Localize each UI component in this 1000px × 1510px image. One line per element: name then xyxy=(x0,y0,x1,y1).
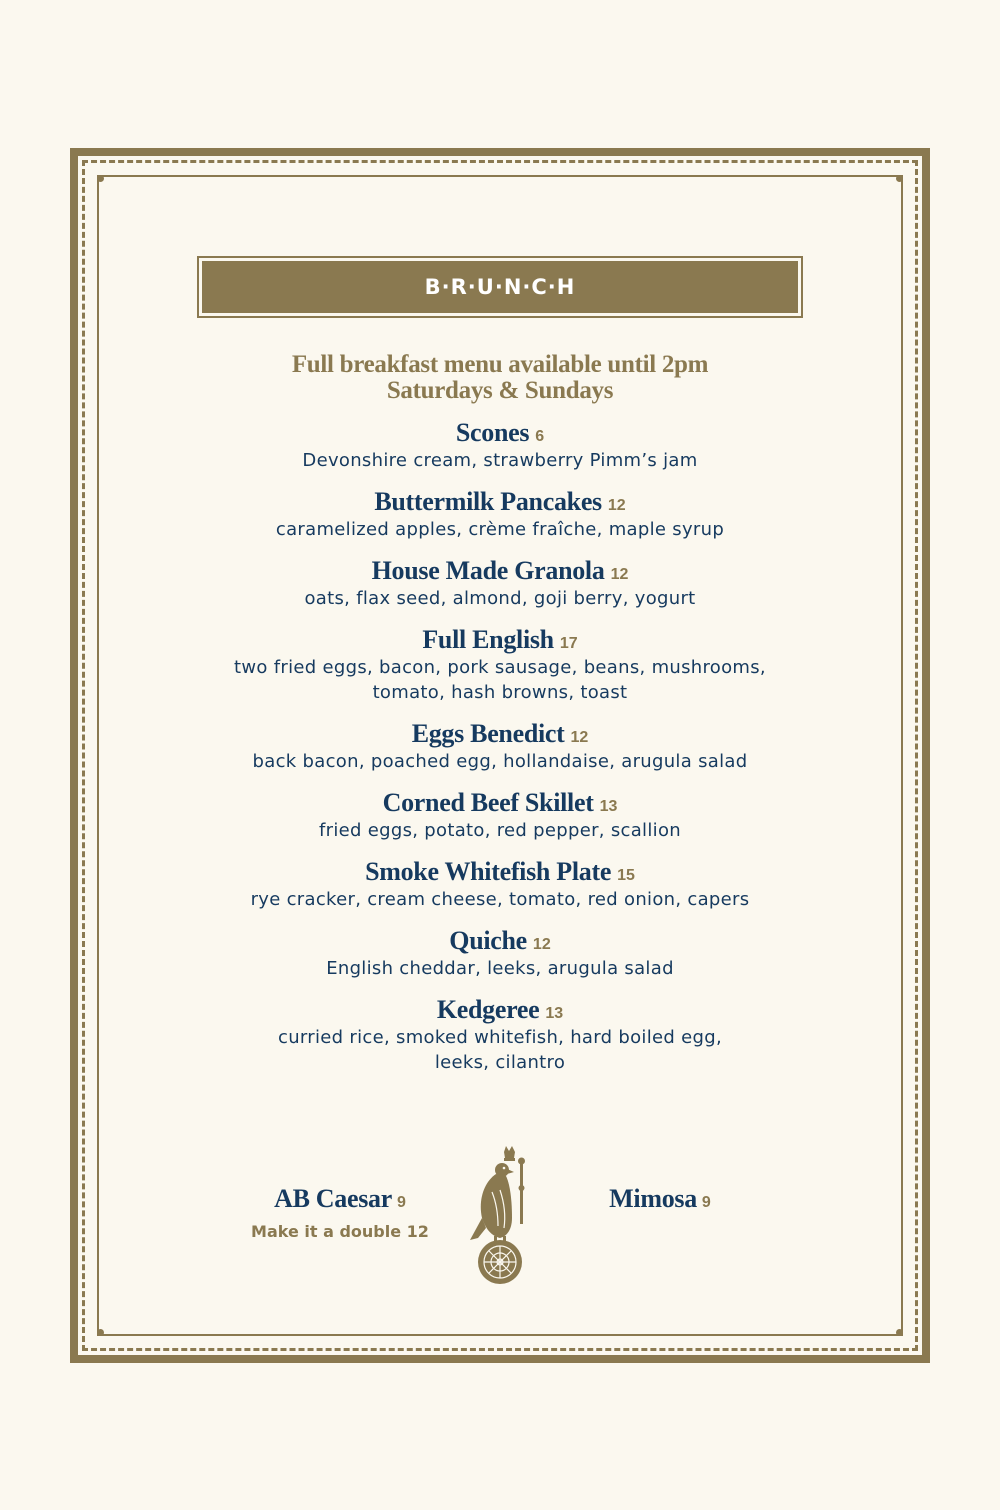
item-price: 12 xyxy=(610,566,629,583)
item-price: 13 xyxy=(545,1005,564,1022)
menu-item-full-english xyxy=(160,625,840,705)
menu-banner xyxy=(197,256,803,318)
item-price: 13 xyxy=(599,798,618,815)
drink-price: 9 xyxy=(701,1194,711,1211)
item-price: 12 xyxy=(607,497,626,514)
item-name: Buttermilk Pancakes xyxy=(374,487,602,516)
item-price: 6 xyxy=(535,428,545,445)
item-price: 15 xyxy=(617,867,635,884)
corner-ornament xyxy=(896,175,903,182)
corner-ornament xyxy=(896,1329,903,1336)
item-description: caramelized apples, crème fraîche, maple syrup xyxy=(275,519,725,540)
item-description: tomato, hash browns, toast xyxy=(372,682,628,703)
drink-name: Mimosa xyxy=(609,1184,697,1213)
menu-item-smoke-whitefish-plate xyxy=(160,857,840,912)
menu-item-kedgeree xyxy=(160,995,840,1075)
item-name: Scones xyxy=(455,418,530,447)
menu-item-quiche xyxy=(160,926,840,981)
item-name: Quiche xyxy=(449,926,527,955)
item-name: Full English xyxy=(422,625,554,654)
drink-ab-caesar xyxy=(240,1184,440,1241)
item-name: Kedgeree xyxy=(436,995,540,1024)
menu-content xyxy=(160,352,840,1075)
corner-ornament xyxy=(97,175,104,182)
menu-item-house-made-granola xyxy=(160,556,840,611)
banner-fill xyxy=(202,261,798,313)
item-name: Smoke Whitefish Plate xyxy=(365,857,612,886)
drink-mimosa xyxy=(570,1184,750,1214)
item-description: two fried eggs, bacon, pork sausage, beans, mushrooms, xyxy=(234,657,766,678)
item-description: rye cracker, cream cheese, tomato, red onion, capers xyxy=(250,889,750,910)
drink-note: Make it a double 12 xyxy=(251,1222,429,1241)
item-name: Eggs Benedict xyxy=(411,719,565,748)
item-description: leeks, cilantro xyxy=(434,1052,566,1073)
drink-name: AB Caesar xyxy=(274,1184,392,1213)
menu-item-eggs-benedict xyxy=(160,719,840,774)
item-price: 12 xyxy=(532,936,551,953)
item-price: 17 xyxy=(559,635,578,652)
item-description: fried eggs, potato, red pepper, scallion xyxy=(319,820,681,841)
crowned-falcon-on-orb-icon xyxy=(462,1144,538,1286)
menu-item-corned-beef-skillet xyxy=(160,788,840,843)
item-name: Corned Beef Skillet xyxy=(382,788,594,817)
item-price: 12 xyxy=(570,729,589,746)
item-name: House Made Granola xyxy=(371,556,605,585)
item-description: back bacon, poached egg, hollandaise, arugula salad xyxy=(252,751,748,772)
corner-ornament xyxy=(97,1329,104,1336)
item-description: oats, flax seed, almond, goji berry, yogurt xyxy=(304,588,696,609)
drink-price: 9 xyxy=(397,1194,406,1211)
menu-item-scones xyxy=(160,418,840,473)
menu-item-buttermilk-pancakes xyxy=(160,487,840,542)
intro-line-2: Saturdays & Sundays xyxy=(386,377,614,404)
intro-line-1: Full breakfast menu available until 2pm xyxy=(291,351,709,378)
item-description: Devonshire cream, strawberry Pimm’s jam xyxy=(302,450,698,471)
item-description: curried rice, smoked whitefish, hard boiled egg, xyxy=(278,1027,722,1048)
menu-title: B·R·U·N·C·H xyxy=(424,275,576,299)
item-description: English cheddar, leeks, arugula salad xyxy=(326,958,674,979)
